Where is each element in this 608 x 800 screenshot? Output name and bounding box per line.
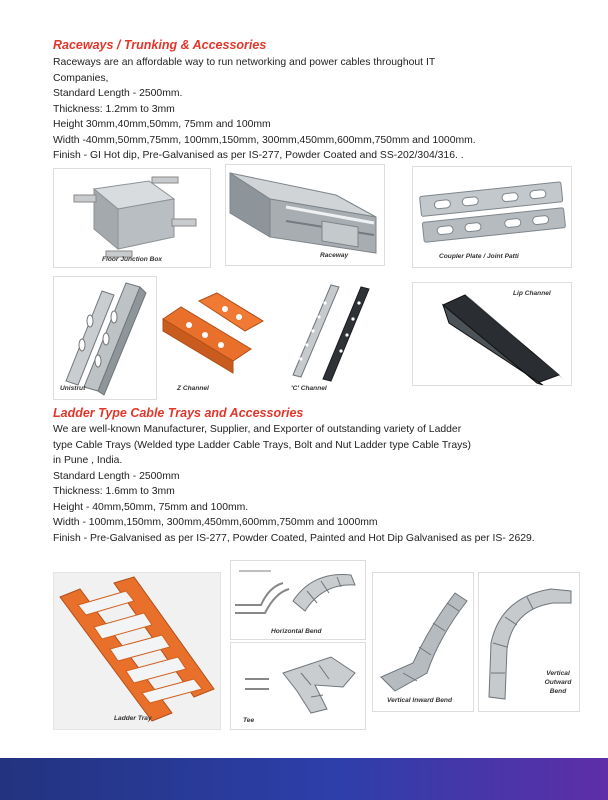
ladder-description — [53, 422, 535, 546]
raceways-description — [53, 55, 476, 164]
coupler-plate-image — [412, 166, 572, 268]
ladder-line: We are well-known Manufacturer, Supplier, and Exporter of outstanding variety of Ladder — [53, 424, 462, 435]
ladder-line: Width - 100mm,150mm, 300mm,450mm,600mm,750mm and 1000mm — [53, 517, 378, 528]
caption: Vertical Inward Bend — [387, 697, 452, 704]
raceways-line: Raceways are an affordable way to run networking and power cables throughout IT — [53, 57, 436, 68]
ladder-line: type Cable Trays (Welded type Ladder Cable Trays, Bolt and Nut Ladder type Cable Trays) — [53, 439, 471, 451]
raceways-line: Width -40mm,50mm,75mm, 100mm,150mm, 300mm,450mm,600mm,750mm and 1000mm. — [53, 134, 476, 146]
caption: Vertical Outward Bend — [544, 670, 572, 695]
raceways-line: Thickness: 1.2mm to 3mm — [53, 103, 175, 115]
caption: Lip Channel — [513, 290, 551, 297]
ladder-line: Standard Length - 2500mm — [53, 470, 180, 482]
caption: Floor Junction Box — [102, 256, 163, 263]
floor-junction-box-image — [53, 168, 211, 268]
raceways-line: Finish - GI Hot dip, Pre-Galvanised as per IS-277, Powder Coated and SS-202/304/316. . — [53, 150, 464, 161]
tee-image — [230, 642, 366, 730]
lip-channel-image — [412, 282, 572, 386]
unistrut-image — [53, 276, 157, 400]
raceways-line: Companies, — [53, 72, 109, 84]
caption: Raceway — [320, 252, 349, 259]
caption: Tee — [243, 717, 255, 724]
ladder-line: Height - 40mm,50mm, 75mm and 100mm. — [53, 501, 249, 513]
ladder-line: Finish - Pre-Galvanised as per IS-277, Powder Coated, Painted and Hot Dip Galvanised as per IS- 2629. — [53, 532, 535, 544]
horizontal-bend-image — [230, 560, 366, 640]
ladder-line: Thickness: 1.6mm to 3mm — [53, 486, 175, 497]
ladder-title: Ladder Type Cable Trays and Accessories — [53, 406, 304, 420]
caption: Unistrut — [60, 385, 86, 392]
caption: Ladder Tray — [114, 715, 152, 722]
c-channel-image — [272, 276, 386, 400]
ladder-line: in Pune , India. — [53, 455, 123, 466]
caption: Coupler Plate / Joint Patti — [439, 253, 519, 260]
vertical-outward-bend-image — [478, 572, 580, 712]
caption: 'C' Channel — [291, 385, 327, 392]
vertical-inward-bend-image — [372, 572, 474, 712]
raceways-line: Height 30mm,40mm,50mm, 75mm and 100mm — [53, 119, 271, 130]
z-channel-image — [158, 290, 270, 400]
raceways-line: Standard Length - 2500mm. — [53, 88, 183, 99]
caption: Z Channel — [177, 385, 209, 392]
ladder-tray-image — [53, 572, 221, 730]
footer-band — [0, 758, 608, 800]
raceway-image — [225, 164, 385, 266]
raceways-title: Raceways / Trunking & Accessories — [53, 38, 267, 52]
caption: Horizontal Bend — [271, 628, 322, 635]
